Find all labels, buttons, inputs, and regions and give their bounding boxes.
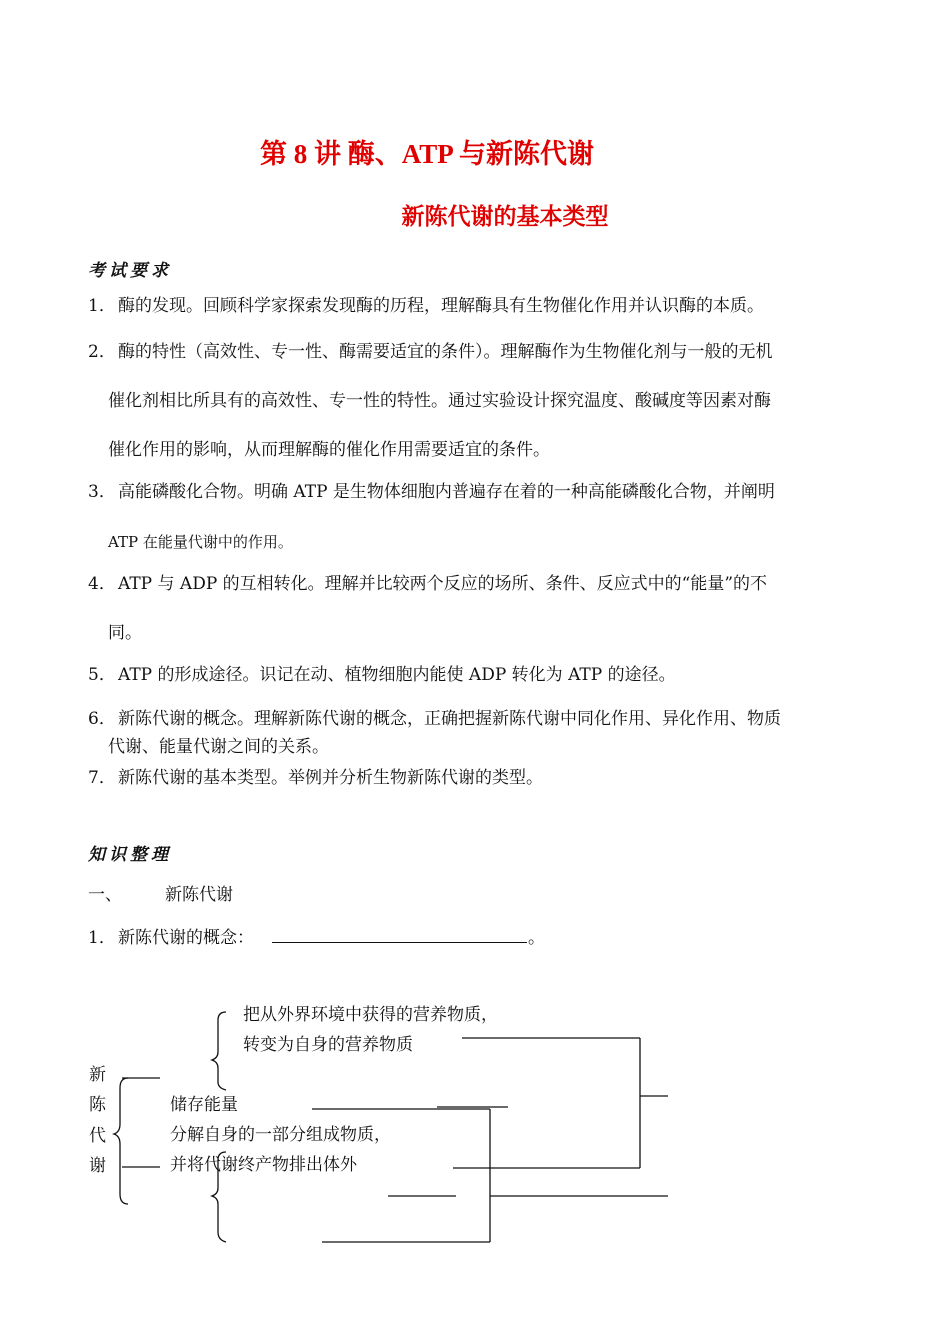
req-5-line-1: ATP 的形成途径。识记在动、植物细胞内能使 ADP 转化为 ATP 的途径。 [118,665,676,685]
req-5-num: 5． [88,665,116,685]
req-6-num: 6． [88,709,116,729]
vertical-label-3: 代 [89,1126,106,1146]
concept-num: 1． [88,928,116,948]
req-2-line-3: 催化作用的影响，从而理解酶的催化作用需要适宜的条件。 [108,440,550,460]
concept-end: 。 [528,928,545,948]
req-2-num: 2． [88,342,116,362]
upper-brace [212,1012,226,1090]
outer-brace [114,1078,128,1204]
req-3-line-2: ATP 在能量代谢中的作用。 [108,533,293,551]
page-subtitle: 新陈代谢的基本类型 [401,204,609,229]
section-one-title: 新陈代谢 [165,885,233,905]
section-one-num: 一、 [88,885,122,905]
req-6-line-2: 代谢、能量代谢之间的关系。 [108,737,329,757]
req-4-line-2: 同。 [108,623,142,643]
vertical-label-4: 谢 [89,1156,106,1176]
upper-text-1: 把从外界环境中获得的营养物质， [243,1005,498,1025]
lower-text-2: 并将代谢终产物排出体外 [170,1155,357,1175]
req-1-line-1: 酶的发现。回顾科学家探索发现酶的历程，理解酶具有生物催化作用并认识酶的本质。 [118,296,764,316]
vertical-label-2: 陈 [89,1095,106,1115]
req-2-line-1: 酶的特性（高效性、专一性、酶需要适宜的条件）。理解酶作为生物催化剂与一般的无机 [118,342,773,362]
req-1-num: 1． [88,296,116,316]
req-7-num: 7． [88,768,116,788]
knowledge-heading: 知识整理 [88,845,172,865]
upper-text-2: 转变为自身的营养物质 [243,1035,413,1055]
req-3-line-1: 高能磷酸化合物。明确 ATP 是生物体细胞内普遍存在着的一种高能磷酸化合物，并阐明 [118,482,775,502]
req-3-num: 3． [88,482,116,502]
req-4-line-1: ATP 与 ADP 的互相转化。理解并比较两个反应的场所、条件、反应式中的“能量”的不 [118,574,768,594]
req-7-line-1: 新陈代谢的基本类型。举例并分析生物新陈代谢的类型。 [118,768,543,788]
concept-label: 新陈代谢的概念： [118,928,254,948]
lower-text-1: 分解自身的一部分组成物质， [170,1125,391,1145]
vertical-label-1: 新 [89,1065,106,1085]
exam-requirements-heading: 考试要求 [88,261,172,281]
lower-brace [212,1152,226,1242]
page-title: 第 8 讲 酶、ATP 与新陈代谢 [259,139,594,169]
store-energy-text: 储存能量 [170,1095,238,1115]
req-2-line-2: 催化剂相比所具有的高效性、专一性的特性。通过实验设计探究温度、酸碱度等因素对酶 [108,391,771,411]
req-6-line-1: 新陈代谢的概念。理解新陈代谢的概念，正确把握新陈代谢中同化作用、异化作用、物质 [118,709,781,729]
req-4-num: 4． [88,574,116,594]
